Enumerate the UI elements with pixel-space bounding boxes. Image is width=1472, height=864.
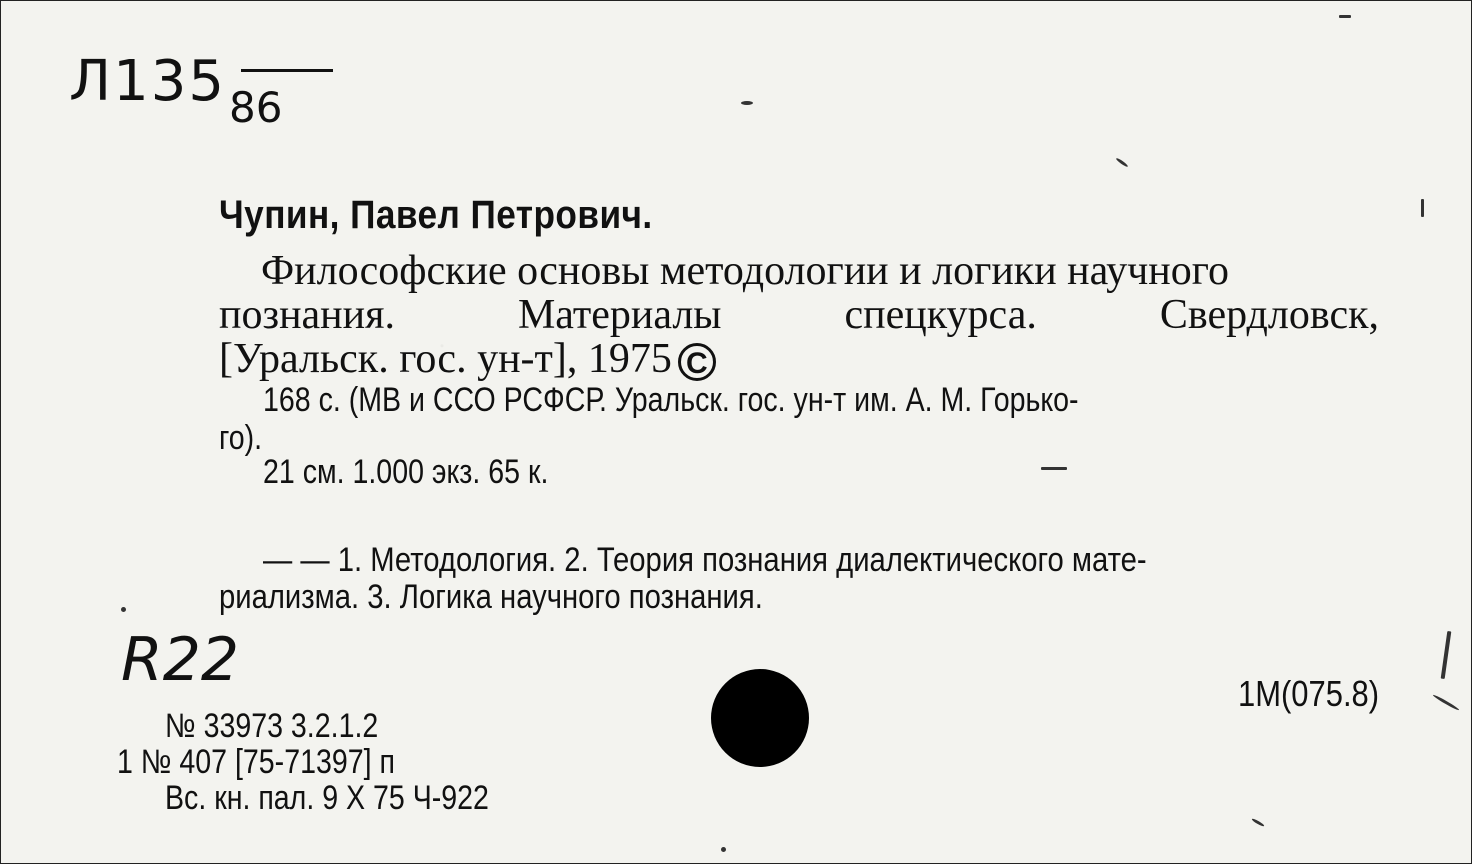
punch-hole — [711, 669, 809, 767]
title-line-2: познания. Материалы спецкурса. Свердловск, — [219, 292, 1379, 338]
call-number — [69, 49, 283, 132]
scan-mark — [1115, 157, 1128, 167]
title-line-3 — [219, 335, 1379, 383]
footer-line-3: Вс. кн. пал. 9 X 75 Ч-922 — [165, 779, 489, 817]
copyright-symbol: C — [678, 343, 716, 381]
collation-line-3: 21 см. 1.000 экз. 65 к. — [263, 453, 549, 491]
title-line-3-text: [Уральск. гос. ун-т], 1975 — [219, 336, 672, 382]
footer-line-2: 1 № 407 [75-71397] п — [117, 743, 395, 781]
author-heading: Чупин, Павел Петрович. — [219, 193, 653, 237]
title-line-1: Философские основы методологии и логики научного — [261, 248, 1229, 294]
scan-mark — [741, 101, 753, 105]
scan-mark — [121, 607, 126, 612]
collation-line-1: 168 с. (МВ и ССО РСФСР. Уральск. гос. ун-т им. А. М. Горько- — [263, 381, 1079, 419]
collation-line-2: го). — [219, 419, 263, 457]
scan-mark — [1432, 694, 1459, 712]
subjects-line-1: — — 1. Методология. 2. Теория познания диалектического мате- — [263, 541, 1147, 579]
subjects-line-2: риализма. 3. Логика научного познания. — [219, 578, 763, 616]
udc-index: 1М(075.8) — [1237, 673, 1379, 714]
scan-mark — [1041, 467, 1067, 470]
scan-mark — [721, 847, 726, 852]
call-number-bottom: 86 — [229, 83, 283, 132]
scan-mark — [1251, 818, 1265, 828]
scan-mark — [1339, 15, 1351, 18]
call-number-fraction-line — [241, 69, 333, 72]
footer-line-1: № 33973 3.2.1.2 — [165, 707, 379, 745]
scan-mark — [1421, 199, 1424, 217]
scan-mark — [1441, 631, 1452, 679]
handwritten-code: R22 — [121, 625, 240, 695]
call-number-top: Л135 — [69, 49, 226, 114]
